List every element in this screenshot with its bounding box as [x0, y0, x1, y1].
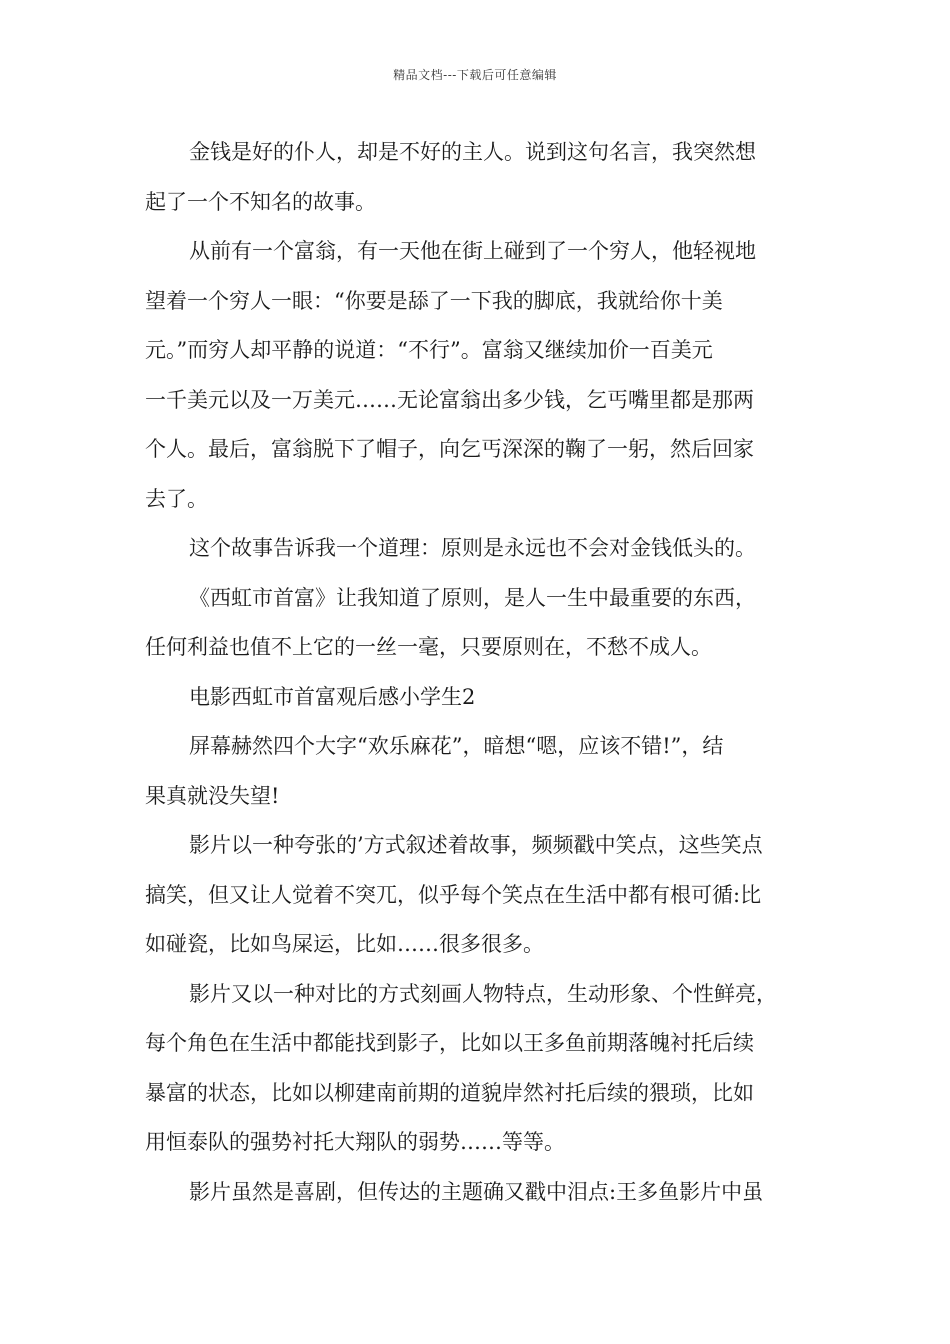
paragraph-line: 影片以一种夸张的’方式叙述着故事，频频戳中笑点，这些笑点	[189, 833, 763, 857]
paragraph-line: 这个故事告诉我一个道理：原则是永远也不会对金钱低头的。	[189, 536, 756, 560]
paragraph-line: 屏幕赫然四个大字“欢乐麻花”，暗想“嗯，应该不错!”，结	[189, 734, 724, 758]
paragraph-line: 影片虽然是喜剧，但传达的主题确又戳中泪点:王多鱼影片中虽	[189, 1179, 764, 1204]
paragraph-line: 每个角色在生活中都能找到影子，比如以王多鱼前期落魄衬托后续	[145, 1031, 754, 1055]
paragraph-line: 去了。	[145, 486, 208, 511]
paragraph-line: 个人。最后，富翁脱下了帽子，向乞丐深深的鞠了一躬，然后回家	[145, 437, 754, 461]
page-header: 精品文档---下载后可任意编辑	[393, 68, 557, 82]
paragraph-line: 元。”而穷人却平静的说道：“不行”。富翁又继续加价一百美元	[145, 338, 713, 362]
paragraph-line: 《西虹市首富》让我知道了原则，是人一生中最重要的东西，	[189, 585, 756, 610]
paragraph-line: 搞笑，但又让人觉着不突兀，似乎每个笑点在生活中都有根可循:比	[145, 882, 762, 907]
paragraph-line: 影片又以一种对比的方式刻画人物特点，生动形象、个性鲜亮，	[189, 981, 777, 1006]
paragraph-line: 用恒泰队的强势衬托大翔队的弱势……等等。	[145, 1130, 565, 1154]
paragraph-line: 望着一个穷人一眼：“你要是舔了一下我的脚底，我就给你十美	[145, 288, 723, 313]
paragraph-line: 任何利益也值不上它的一丝一毫，只要原则在，不愁不成人。	[145, 635, 712, 659]
paragraph-line: 果真就没失望!	[145, 783, 280, 808]
paragraph-line: 暴富的状态，比如以柳建南前期的道貌岸然衬托后续的猥琐，比如	[145, 1080, 754, 1105]
paragraph-line: 一千美元以及一万美元……无论富翁出多少钱，乞丐嘴里都是那两	[145, 387, 754, 412]
paragraph-line: 如碰瓷，比如鸟屎运，比如……很多很多。	[145, 932, 544, 956]
paragraph-line: 从前有一个富翁，有一天他在街上碰到了一个穷人，他轻视地	[189, 239, 756, 263]
section-heading: 电影西虹市首富观后感小学生2	[189, 684, 476, 709]
paragraph-line: 金钱是好的仆人，却是不好的主人。说到这句名言，我突然想	[189, 140, 756, 164]
document-body	[145, 128, 815, 1217]
paragraph-line: 起了一个不知名的故事。	[145, 189, 376, 214]
